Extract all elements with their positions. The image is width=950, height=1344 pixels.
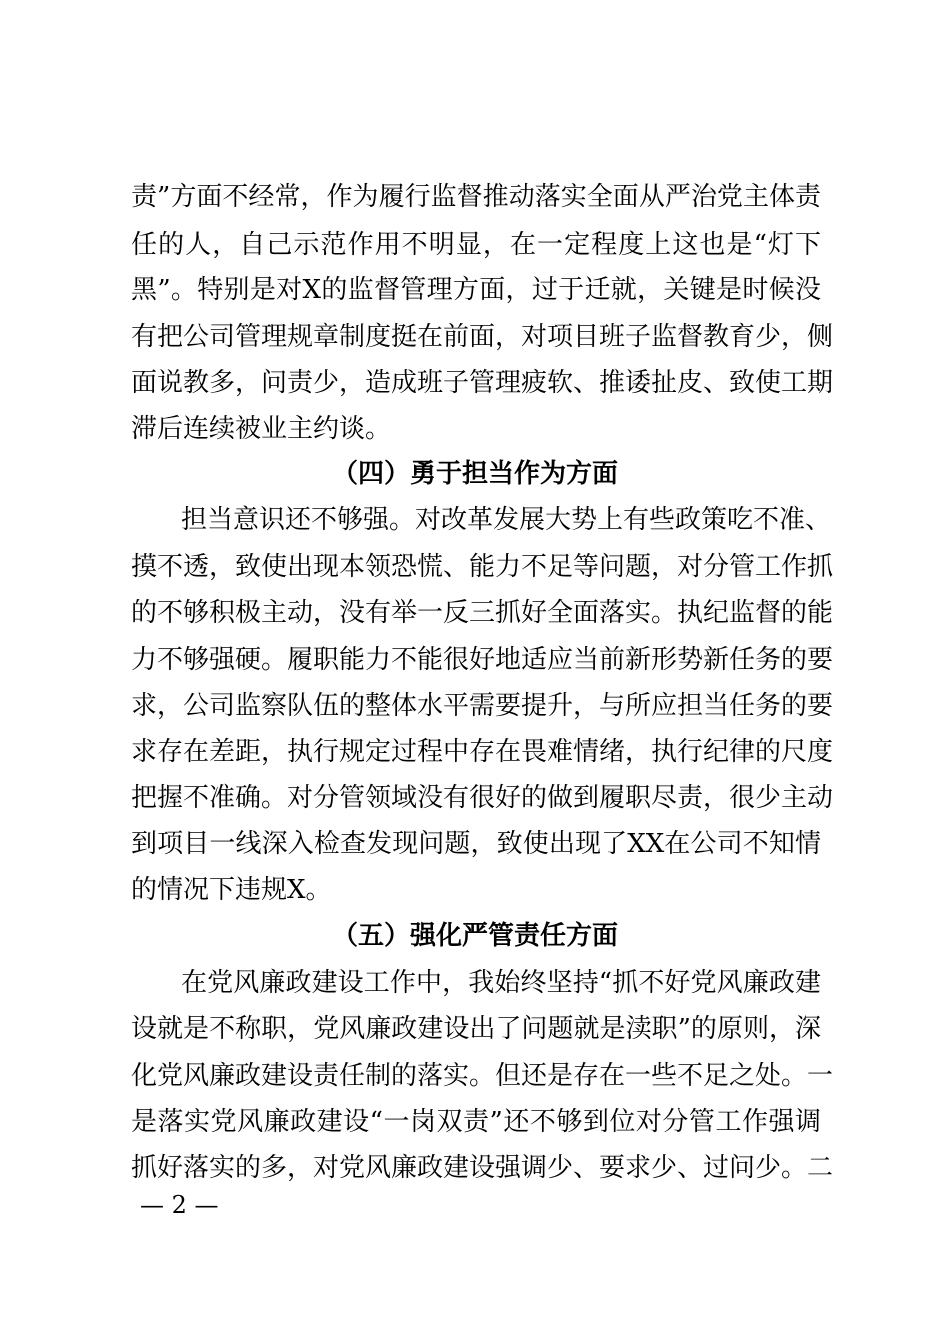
- paragraph-line: 化党风廉政建设责任制的落实。但还是存在一些不足之处。一: [131, 1061, 834, 1091]
- paragraph-line: 求存在差距，执行规定过程中存在畏难情绪，执行纪律的尺度: [131, 737, 834, 767]
- paragraph-line: 黑”。特别是对X的监督管理方面，过于迁就，关键是时候没: [131, 275, 821, 305]
- paragraph-line: 的情况下违规X。: [131, 875, 332, 905]
- paragraph-line: 任的人，自己示范作用不明显，在一定程度上这也是“灯下: [131, 230, 821, 260]
- paragraph-line: 摸不透，致使出现本领恐慌、能力不足等问题，对分管工作抓: [131, 552, 834, 582]
- paragraph-line: 求，公司监察队伍的整体水平需要提升，与所应担当任务的要: [131, 691, 834, 721]
- paragraph-line: 的不够积极主动，没有举一反三抓好全面落实。执纪监督的能: [131, 598, 834, 628]
- paragraph-line: 到项目一线深入检查发现问题，致使出现了XX在公司不知情: [131, 829, 821, 859]
- paragraph-line: 滞后连续被业主约谈。: [131, 414, 392, 444]
- paragraph-line: 设就是不称职，党风廉政建设出了问题就是渎职”的原则，深: [131, 1014, 821, 1044]
- page-number: — 2 —: [140, 1191, 219, 1219]
- paragraph-line: 责”方面不经常，作为履行监督推动落实全面从严治党主体责: [131, 182, 821, 212]
- section-heading-5: （五）强化严管责任方面: [331, 921, 618, 951]
- paragraph-line: 力不够强硬。履职能力不能很好地适应当前新形势新任务的要: [131, 645, 834, 675]
- paragraph-line: 有把公司管理规章制度挺在前面，对项目班子监督教育少，侧: [131, 322, 834, 352]
- section-heading-4: （四）勇于担当作为方面: [331, 459, 618, 489]
- paragraph-line: 面说教多，问责少，造成班子管理疲软、推诿扯皮、致使工期: [131, 368, 834, 398]
- paragraph-line: 抓好落实的多，对党风廉政建设强调少、要求少、过问少。二: [131, 1153, 834, 1183]
- paragraph-line: 担当意识还不够强。对改革发展大势上有些政策吃不准、: [181, 505, 832, 535]
- paragraph-line: 把握不准确。对分管领域没有很好的做到履职尽责，很少主动: [131, 783, 834, 813]
- paragraph-line: 是落实党风廉政建设“一岗双责”还不够到位对分管工作强调: [131, 1107, 821, 1137]
- paragraph-line: 在党风廉政建设工作中，我始终坚持“抓不好党风廉政建: [181, 968, 821, 998]
